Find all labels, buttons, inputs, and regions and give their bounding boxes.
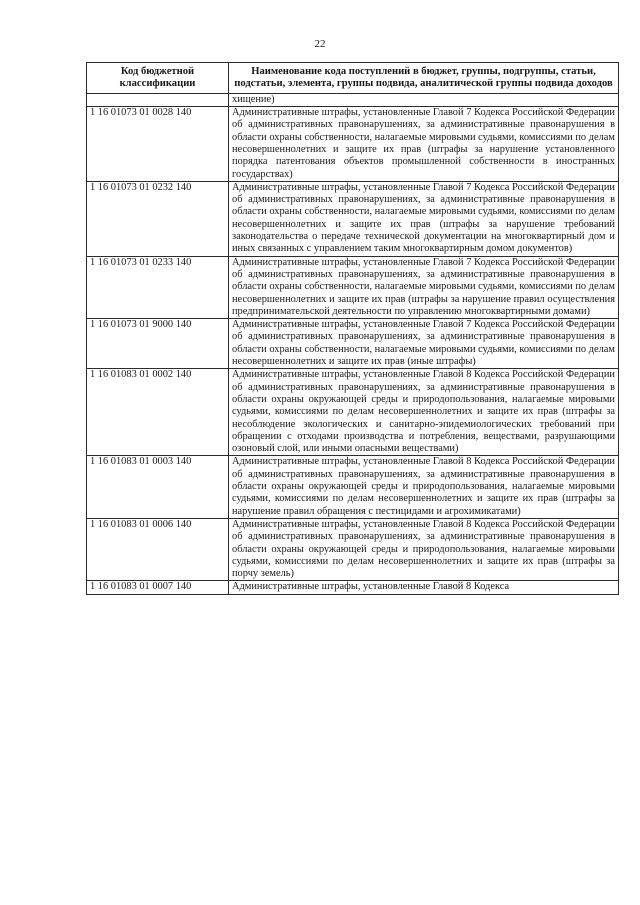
budget-code: 1 16 01073 01 0028 140 [87, 107, 229, 182]
table-row [87, 181, 619, 256]
budget-code: 1 16 01073 01 9000 140 [87, 319, 229, 369]
table-row [87, 518, 619, 580]
code-description: Административные штрафы, установленные Главой 8 Кодекса Российской Федерации об административных правонарушениях, за административные правонарушения в области охраны окружающей среды и природопользования, налагаемые мировыми судьями, комиссиями по делам несовершеннолетних и защите их прав (штрафы за нарушение правил обращения с пестицидами и агрохимикатами) [229, 456, 619, 518]
header-name: Наименование кода поступлений в бюджет, группы, подгруппы, статьи, подстатьи, элемента, группы подвида, аналитической группы подвида доходов [229, 63, 619, 94]
budget-code: 1 16 01083 01 0007 140 [87, 581, 229, 594]
table-row [87, 369, 619, 456]
code-description: Административные штрафы, установленные Главой 8 Кодекса Российской Федерации об административных правонарушениях, за административные правонарушения в области охраны окружающей среды и природопользования, налагаемые мировыми судьями, комиссиями по делам несовершеннолетних и защите их прав (штрафы за порчу земель) [229, 518, 619, 580]
page-number: 22 [314, 38, 326, 50]
header-code: Код бюджетной классификации [87, 63, 229, 94]
budget-code: 1 16 01073 01 0232 140 [87, 181, 229, 256]
code-description: Административные штрафы, установленные Главой 8 Кодекса Российской Федерации об административных правонарушениях, за административные правонарушения в области охраны окружающей среды и природопользования, налагаемые мировыми судьями, комиссиями по делам несовершеннолетних и защите их прав (штрафы за несоблюдение экологических и санитарно-эпидемиологических требований при обращении с отходами производства и потребления, веществами, разрушающими озоновый слой, или иными опасными веществами) [229, 369, 619, 456]
table-header-row [87, 63, 619, 94]
budget-code: 1 16 01083 01 0003 140 [87, 456, 229, 518]
budget-code-table [86, 62, 619, 595]
code-description: Административные штрафы, установленные Главой 7 Кодекса Российской Федерации об административных правонарушениях, за административные правонарушения в области охраны собственности, налагаемые мировыми судьями, комиссиями по делам несовершеннолетних и защите их прав (штрафы за нарушение требований законодательства о передаче технической документации на многоквартирный дом и иных связанных с управлением таким многоквартирным домом документов) [229, 181, 619, 256]
code-description: Административные штрафы, установленные Главой 7 Кодекса Российской Федерации об административных правонарушениях, за административные правонарушения в области охраны собственности, налагаемые мировыми судьями, комиссиями по делам несовершеннолетних и защите их прав (иные штрафы) [229, 319, 619, 369]
budget-code: 1 16 01083 01 0006 140 [87, 518, 229, 580]
continuation-text: хищение) [229, 93, 619, 106]
code-description: Административные штрафы, установленные Главой 8 Кодекса [229, 581, 619, 594]
table-row [87, 256, 619, 318]
table-row-continuation [87, 93, 619, 106]
code-description: Административные штрафы, установленные Главой 7 Кодекса Российской Федерации об административных правонарушениях, за административные правонарушения в области охраны собственности, налагаемые мировыми судьями, комиссиями по делам несовершеннолетних и защите их прав (штрафы за нарушение установленного порядка патентования объектов промышленной собственности в иностранных государствах) [229, 107, 619, 182]
budget-code: 1 16 01073 01 0233 140 [87, 256, 229, 318]
table-row [87, 581, 619, 594]
table-row [87, 319, 619, 369]
table-row [87, 456, 619, 518]
empty-code-cell [87, 93, 229, 106]
code-description: Административные штрафы, установленные Главой 7 Кодекса Российской Федерации об административных правонарушениях, за административные правонарушения в области охраны собственности, налагаемые мировыми судьями, комиссиями по делам несовершеннолетних и защите их прав (штрафы за нарушение правил осуществления предпринимательской деятельности по управлению многоквартирными домами) [229, 256, 619, 318]
budget-code: 1 16 01083 01 0002 140 [87, 369, 229, 456]
table-row [87, 107, 619, 182]
